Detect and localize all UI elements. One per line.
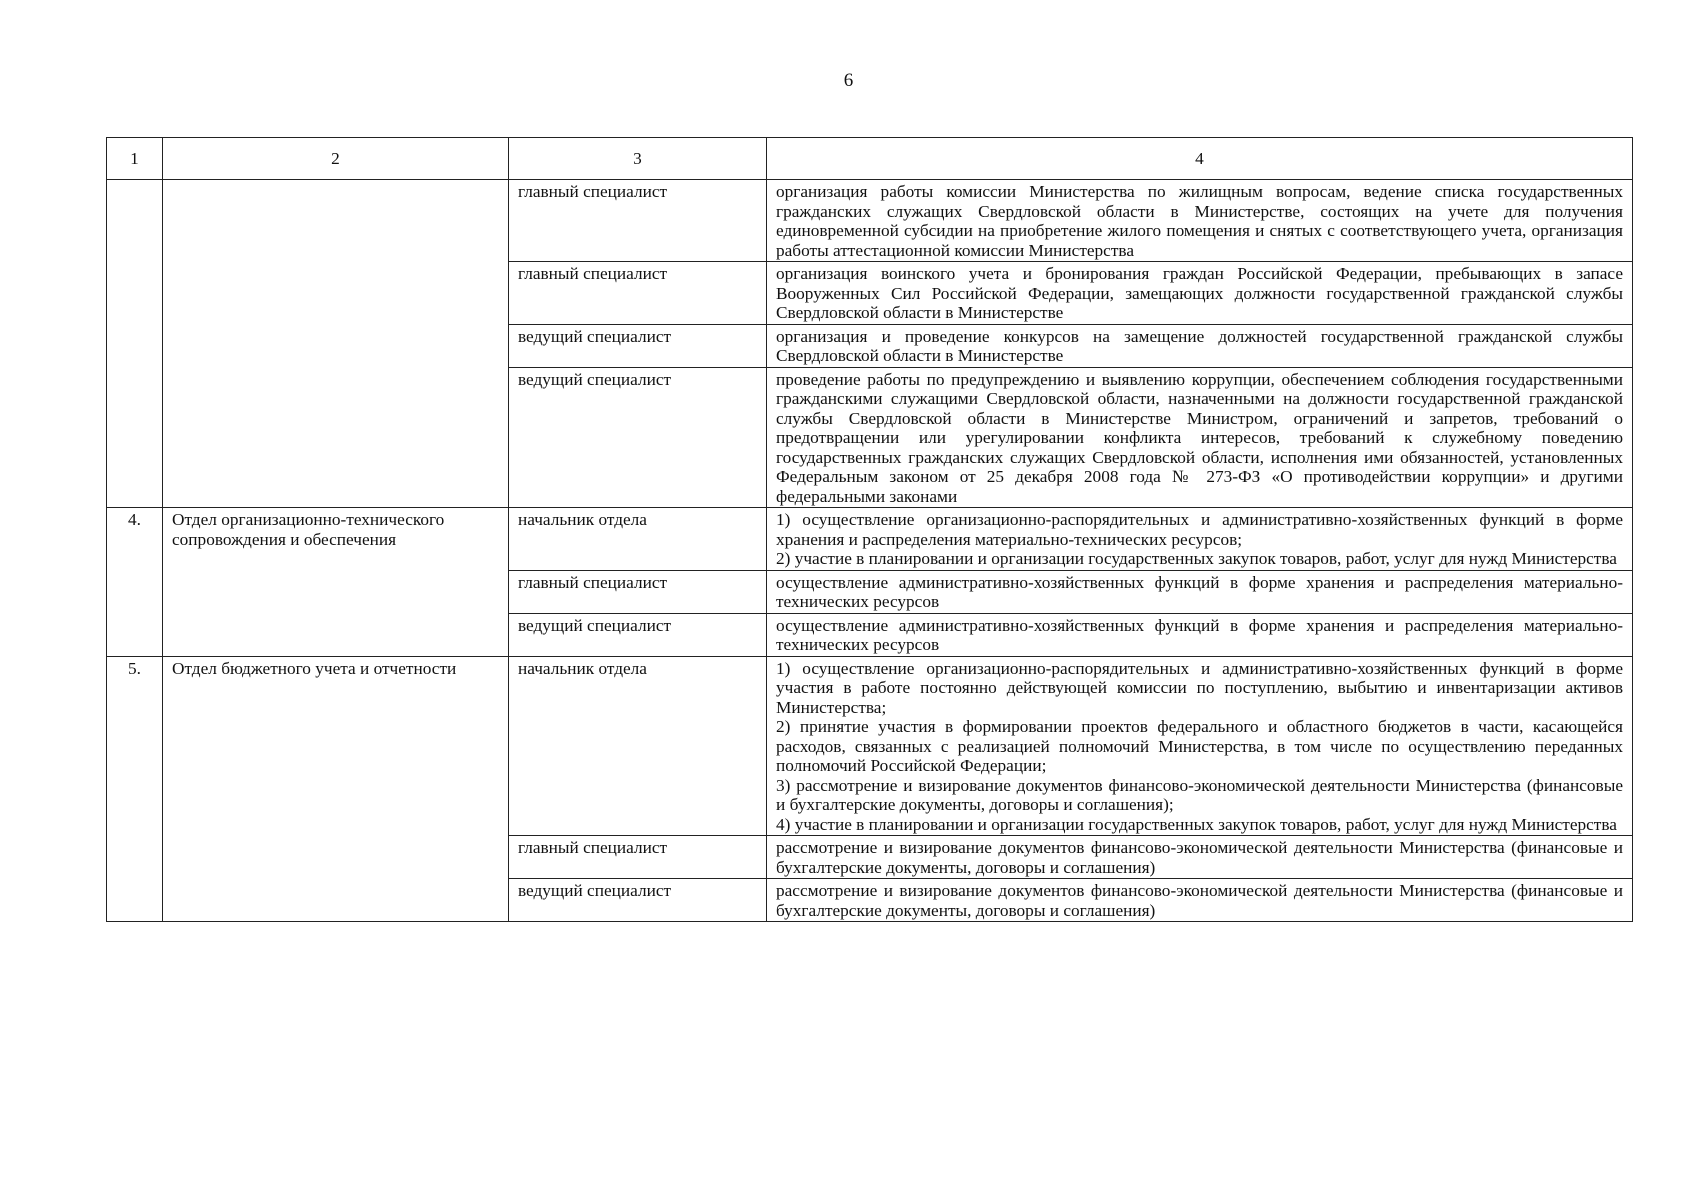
row-number-cell: 4. — [107, 508, 163, 657]
table-row — [107, 508, 1633, 571]
duty-item: 2) участие в планировании и организации государственных закупок товаров, работ, услуг для нужд Министерства — [776, 549, 1617, 568]
duties-cell — [767, 656, 1633, 836]
duty-item: 1) осуществление организационно-распорядительных и административно-хозяйственных функций в форме участия в работе постоянно действующей комиссии по поступлению, выбытию и инвентаризации активов Министерства; — [776, 658, 1623, 717]
duties-cell: проведение работы по предупреждению и выявлению коррупции, обеспечением соблюдения государственными гражданскими служащими Свердловской области, назначенными на должности государственной гражданской службы Свердловской области в Министерстве Министром, ограничений и запретов, требований о предотвращении или урегулировании конфликта интересов, требований к служебному поведению государственных гражданских служащих Свердловской области, исполнения ими обязанностей, установленных Федеральным законом от 25 декабря 2008 года № 273-ФЗ «О противодействии коррупции» и другими федеральными законами — [767, 367, 1633, 508]
position-cell: ведущий специалист — [509, 879, 767, 922]
duties-cell: рассмотрение и визирование документов финансово-экономической деятельности Министерства (финансовые и бухгалтерские документы, договоры и соглашения) — [767, 879, 1633, 922]
header-cell-2: 2 — [163, 138, 509, 180]
position-cell: ведущий специалист — [509, 613, 767, 656]
duty-item: 3) рассмотрение и визирование документов финансово-экономической деятельности Министерства (финансовые и бухгалтерские документы, договоры и соглашения); — [776, 775, 1623, 814]
duties-cell: организация и проведение конкурсов на замещение должностей государственной гражданской службы Свердловской области в Министерстве — [767, 324, 1633, 367]
position-cell: начальник отдела — [509, 656, 767, 836]
duties-cell — [767, 508, 1633, 571]
duties-cell: организация работы комиссии Министерства по жилищным вопросам, ведение списка государственных гражданских служащих Свердловской области в Министерстве, состоящих на учете для получения единовременной субсидии на приобретение жилого помещения и снятых с соответствующего учета, организация работы аттестационной комиссии Министерства — [767, 180, 1633, 262]
duty-item: 2) принятие участия в формировании проектов федерального и областного бюджетов в части, касающейся расходов, связанных с реализацией полномочий Министерства, в том числе по осуществлению переданных полномочий Российской Федерации; — [776, 717, 1623, 775]
header-cell-3: 3 — [509, 138, 767, 180]
duties-cell: рассмотрение и визирование документов финансово-экономической деятельности Министерства (финансовые и бухгалтерские документы, договоры и соглашения) — [767, 836, 1633, 879]
row-number-cell — [107, 180, 163, 508]
row-number-cell: 5. — [107, 656, 163, 922]
duties-table — [106, 137, 1633, 922]
position-cell: главный специалист — [509, 836, 767, 879]
department-name-cell: Отдел бюджетного учета и отчетности — [163, 656, 509, 922]
position-cell: ведущий специалист — [509, 367, 767, 508]
duties-cell: организация воинского учета и бронирования граждан Российской Федерации, пребывающих в запасе Вооруженных Сил Российской Федерации, замещающих должности государственной гражданской службы Свердловской области в Министерстве — [767, 262, 1633, 325]
duties-cell: осуществление административно-хозяйственных функций в форме хранения и распределения материально-технических ресурсов — [767, 613, 1633, 656]
position-cell: ведущий специалист — [509, 324, 767, 367]
table-row — [107, 656, 1633, 836]
header-cell-4: 4 — [767, 138, 1633, 180]
position-cell: главный специалист — [509, 570, 767, 613]
duties-cell: осуществление административно-хозяйственных функций в форме хранения и распределения материально-технических ресурсов — [767, 570, 1633, 613]
duty-item: 4) участие в планировании и организации государственных закупок товаров, работ, услуг для нужд Министерства — [776, 814, 1617, 834]
department-name-cell: Отдел организационно-технического сопровождения и обеспечения — [163, 508, 509, 657]
position-cell: начальник отдела — [509, 508, 767, 571]
department-name-cell — [163, 180, 509, 508]
page-number: 6 — [843, 70, 854, 91]
table-header-row — [107, 138, 1633, 180]
header-cell-1: 1 — [107, 138, 163, 180]
position-cell: главный специалист — [509, 180, 767, 262]
position-cell: главный специалист — [509, 262, 767, 325]
duty-item: 1) осуществление организационно-распорядительных и административно-хозяйственных функций в форме хранения и распределения материально-технических ресурсов; — [776, 510, 1623, 549]
table-row — [107, 180, 1633, 262]
